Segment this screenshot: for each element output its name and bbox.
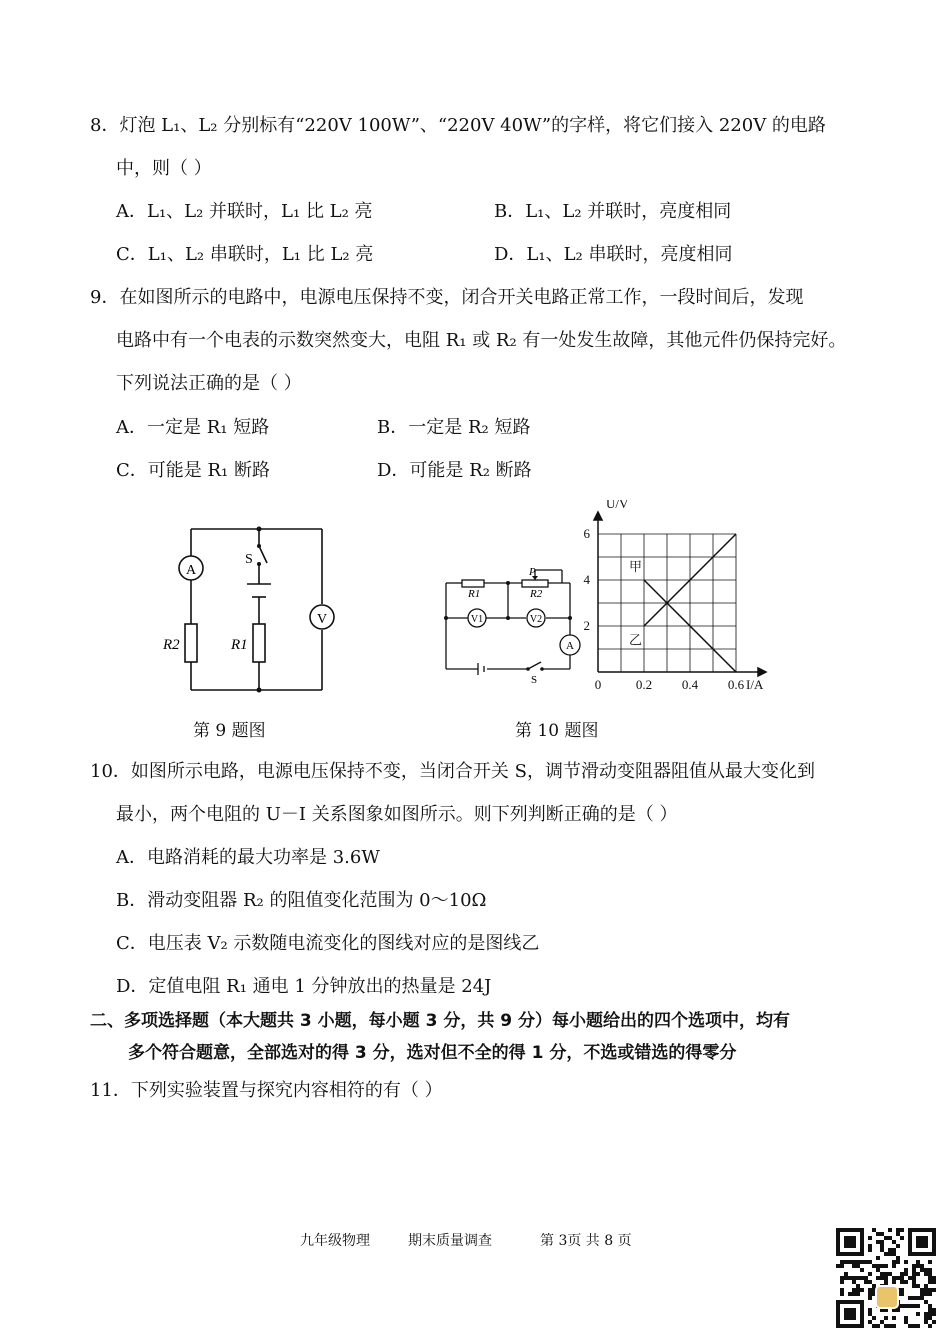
qr-module: [916, 1260, 920, 1264]
fig10-r1-label: R1: [468, 588, 481, 600]
x-tick-label: 0.2: [635, 677, 653, 692]
qr-module: [872, 1316, 876, 1320]
qr-module: [868, 1320, 872, 1324]
qr-module: [908, 1296, 912, 1300]
qr-module: [880, 1240, 884, 1244]
qr-module: [924, 1320, 928, 1324]
qr-module: [928, 1276, 932, 1280]
qr-module: [852, 1292, 856, 1296]
qr-module: [928, 1312, 932, 1316]
q8-option-d: D．L₁、L₂ 串联时，亮度相同: [494, 244, 733, 265]
qr-module: [840, 1292, 844, 1296]
qr-module: [932, 1320, 936, 1324]
qr-module: [876, 1268, 880, 1272]
qr-module: [868, 1280, 872, 1284]
qr-module: [888, 1236, 892, 1240]
qr-module: [892, 1248, 896, 1252]
qr-module: [912, 1276, 916, 1280]
fig10-r2-label: R2: [530, 588, 543, 600]
qr-module: [912, 1280, 916, 1284]
q8-stem-line2: 中，则（ ）: [116, 158, 212, 179]
qr-module: [916, 1304, 920, 1308]
qr-module: [848, 1260, 852, 1264]
q10-option-a: A．电路消耗的最大功率是 3.6W: [116, 847, 380, 868]
qr-module: [916, 1272, 920, 1276]
q9-option-b: B．一定是 R₂ 短路: [377, 417, 531, 438]
fig9-r2-label: R2: [163, 637, 180, 653]
qr-finder-pattern: [844, 1236, 856, 1248]
qr-module: [872, 1284, 876, 1288]
qr-module: [912, 1304, 916, 1308]
qr-module: [912, 1296, 916, 1300]
fig9-voltmeter-label: V: [316, 612, 328, 627]
qr-module: [840, 1280, 844, 1284]
figure10-ui-chart: [576, 500, 776, 696]
x-axis-label: I/A: [746, 677, 764, 692]
footer-page: 第 3页 共 8 页: [540, 1233, 632, 1249]
fig9-switch-label: S: [245, 552, 253, 567]
qr-module: [852, 1280, 856, 1284]
qr-module: [868, 1312, 872, 1316]
figure9-caption: 第 9 题图: [193, 721, 266, 741]
qr-module: [896, 1260, 900, 1264]
qr-module: [868, 1296, 872, 1300]
qr-module: [900, 1292, 904, 1296]
qr-module: [844, 1260, 848, 1264]
qr-module: [860, 1288, 864, 1292]
x-tick-label: 0.4: [681, 677, 699, 692]
qr-module: [912, 1264, 916, 1268]
qr-module: [912, 1268, 916, 1272]
qr-module: [884, 1264, 888, 1268]
qr-module: [836, 1264, 840, 1268]
qr-module: [928, 1272, 932, 1276]
qr-module: [896, 1232, 900, 1236]
qr-module: [924, 1268, 928, 1272]
qr-module: [888, 1228, 892, 1232]
q8-option-c: C．L₁、L₂ 串联时，L₁ 比 L₂ 亮: [116, 244, 374, 265]
qr-module: [920, 1268, 924, 1272]
qr-module: [868, 1288, 872, 1292]
qr-module: [928, 1324, 932, 1328]
qr-module: [856, 1260, 860, 1264]
qr-module: [920, 1288, 924, 1292]
qr-module: [864, 1276, 868, 1280]
qr-module: [924, 1316, 928, 1320]
qr-module: [868, 1260, 872, 1264]
qr-module: [916, 1264, 920, 1268]
qr-module: [900, 1236, 904, 1240]
qr-module: [924, 1272, 928, 1276]
fig10-v1-label: V1: [470, 614, 484, 625]
qr-module: [872, 1264, 876, 1268]
q11-stem: 11．下列实验装置与探究内容相符的有（ ）: [90, 1080, 443, 1101]
q9-option-d: D．可能是 R₂ 断路: [377, 460, 532, 481]
qr-module: [856, 1284, 860, 1288]
qr-module: [908, 1324, 912, 1328]
qr-module: [928, 1288, 932, 1292]
qr-module: [876, 1276, 880, 1280]
qr-module: [904, 1316, 908, 1320]
qr-module: [860, 1276, 864, 1280]
qr-module: [884, 1236, 888, 1240]
qr-module: [864, 1260, 868, 1264]
qr-module: [852, 1288, 856, 1292]
qr-module: [892, 1264, 896, 1268]
qr-module: [904, 1272, 908, 1276]
qr-module: [888, 1248, 892, 1252]
qr-module: [932, 1312, 936, 1316]
footer-exam: 期末质量调查: [408, 1233, 492, 1249]
fig10-ammeter-label: A: [566, 640, 574, 652]
qr-module: [896, 1228, 900, 1232]
qr-module: [928, 1280, 932, 1284]
q8-stem-line1: 8．灯泡 L₁、L₂ 分别标有“220V 100W”、“220V 40W”的字样，将它们接入 220V 的电路: [90, 115, 826, 136]
qr-module: [856, 1264, 860, 1268]
qr-module: [880, 1264, 884, 1268]
qr-module: [908, 1304, 912, 1308]
qr-module: [880, 1244, 884, 1248]
qr-module: [868, 1248, 872, 1252]
y-axis-arrow: [594, 512, 602, 520]
qr-module: [900, 1228, 904, 1232]
qr-module: [932, 1308, 936, 1312]
qr-module: [924, 1312, 928, 1316]
qr-module: [928, 1308, 932, 1312]
qr-module: [848, 1276, 852, 1280]
qr-module: [856, 1288, 860, 1292]
qr-module: [908, 1276, 912, 1280]
qr-module: [840, 1264, 844, 1268]
q10-option-c: C．电压表 V₂ 示数随电流变化的图线对应的是图线乙: [116, 933, 540, 954]
qr-module: [872, 1324, 876, 1328]
qr-module: [892, 1276, 896, 1280]
qr-module: [872, 1228, 876, 1232]
qr-module: [888, 1272, 892, 1276]
qr-module: [928, 1292, 932, 1296]
qr-module: [900, 1288, 904, 1292]
qr-module: [884, 1280, 888, 1284]
qr-module: [868, 1244, 872, 1248]
q10-option-b: B．滑动变阻器 R₂ 的阻值变化范围为 0～10Ω: [116, 890, 487, 911]
qr-module: [892, 1324, 896, 1328]
figure10-circuit: [438, 560, 588, 690]
qr-module: [880, 1276, 884, 1280]
series-label-jia: 甲: [629, 558, 643, 574]
qr-module: [916, 1324, 920, 1328]
qr-module: [864, 1280, 868, 1284]
qr-module: [896, 1276, 900, 1280]
qr-module: [932, 1276, 936, 1280]
qr-module: [876, 1232, 880, 1236]
qr-module: [868, 1308, 872, 1312]
q10-stem-line1: 10．如图所示电路，电源电压保持不变，当闭合开关 S，调节滑动变阻器阻值从最大变化到: [90, 761, 815, 782]
qr-module: [916, 1296, 920, 1300]
qr-module: [912, 1324, 916, 1328]
qr-module: [880, 1272, 884, 1276]
qr-module: [848, 1292, 852, 1296]
q8-option-a: A．L₁、L₂ 并联时，L₁ 比 L₂ 亮: [116, 201, 373, 222]
qr-module: [900, 1272, 904, 1276]
qr-module: [880, 1232, 884, 1236]
qr-module: [868, 1272, 872, 1276]
fig9-r1-label: R1: [231, 637, 248, 653]
qr-module: [928, 1268, 932, 1272]
y-tick-label: 2: [583, 618, 590, 633]
qr-module: [892, 1240, 896, 1244]
qr-module: [868, 1292, 872, 1296]
qr-logo: [876, 1286, 898, 1308]
y-tick-label: 4: [583, 572, 590, 587]
qr-module: [884, 1316, 888, 1320]
qr-module: [904, 1320, 908, 1324]
qr-module: [920, 1292, 924, 1296]
qr-module: [896, 1256, 900, 1260]
q9-option-a: A．一定是 R₁ 短路: [116, 417, 270, 438]
qr-module: [916, 1284, 920, 1288]
qr-module: [920, 1264, 924, 1268]
qr-module: [840, 1276, 844, 1280]
q9-stem-line3: 下列说法正确的是（ ）: [116, 373, 302, 394]
q10-option-d: D．定值电阻 R₁ 通电 1 分钟放出的热量是 24J: [116, 976, 492, 997]
qr-module: [856, 1276, 860, 1280]
qr-module: [868, 1236, 872, 1240]
qr-module: [844, 1276, 848, 1280]
qr-module: [860, 1260, 864, 1264]
qr-module: [888, 1324, 892, 1328]
qr-module: [876, 1264, 880, 1268]
series-label-yi: 乙: [629, 632, 643, 648]
qr-module: [924, 1284, 928, 1288]
qr-module: [920, 1296, 924, 1300]
qr-module: [860, 1268, 864, 1272]
qr-finder-pattern: [916, 1236, 928, 1248]
qr-module: [892, 1252, 896, 1256]
qr-module: [900, 1280, 904, 1284]
qr-module: [856, 1292, 860, 1296]
qr-module: [896, 1244, 900, 1248]
figure10-caption: 第 10 题图: [515, 721, 599, 741]
qr-module: [928, 1304, 932, 1308]
x-axis-arrow: [758, 668, 766, 676]
q9-option-c: C．可能是 R₁ 断路: [116, 460, 270, 481]
figure9-circuit: [155, 518, 355, 698]
qr-code: [836, 1228, 938, 1330]
qr-module: [840, 1260, 844, 1264]
qr-module: [876, 1256, 880, 1260]
qr-module: [876, 1324, 880, 1328]
q9-stem-line1: 9．在如图所示的电路中，电源电压保持不变，闭合开关电路正常工作，一段时间后，发现: [90, 287, 804, 308]
qr-module: [924, 1288, 928, 1292]
qr-module: [840, 1288, 844, 1292]
qr-module: [852, 1260, 856, 1264]
fig10-slider-label: P: [529, 566, 536, 578]
q8-option-b: B．L₁、L₂ 并联时，亮度相同: [494, 201, 732, 222]
section2-heading-line2: 多个符合题意，全部选对的得 3 分，选对但不全的得 1 分，不选或错选的得零分: [128, 1043, 737, 1063]
y-axis-label: U/V: [606, 500, 629, 511]
x-tick-label: 0.6: [727, 677, 745, 692]
x-tick-label: 0: [594, 677, 602, 692]
qr-module: [904, 1280, 908, 1284]
qr-module: [932, 1288, 936, 1292]
qr-module: [880, 1320, 884, 1324]
qr-module: [900, 1276, 904, 1280]
qr-module: [876, 1240, 880, 1244]
qr-module: [904, 1260, 908, 1264]
qr-module: [884, 1272, 888, 1276]
qr-module: [916, 1312, 920, 1316]
fig10-switch-label: S: [531, 674, 538, 686]
fig9-ammeter-label: A: [185, 563, 197, 578]
qr-module: [892, 1260, 896, 1264]
qr-module: [884, 1324, 888, 1328]
qr-finder-pattern: [844, 1308, 856, 1320]
y-tick-label: 6: [583, 526, 590, 541]
q10-stem-line2: 最小，两个电阻的 U－I 关系图象如图所示。则下列判断正确的是（ ）: [116, 804, 678, 825]
qr-module: [884, 1252, 888, 1256]
qr-module: [888, 1252, 892, 1256]
qr-module: [852, 1264, 856, 1268]
qr-module: [924, 1292, 928, 1296]
qr-module: [932, 1280, 936, 1284]
qr-module: [892, 1316, 896, 1320]
footer-subject: 九年级物理: [300, 1233, 370, 1249]
qr-module: [928, 1316, 932, 1320]
qr-module: [844, 1272, 848, 1276]
qr-module: [892, 1280, 896, 1284]
qr-module: [912, 1272, 916, 1276]
qr-module: [912, 1284, 916, 1288]
section2-heading-line1: 二、多项选择题（本大题共 3 小题，每小题 3 分，共 9 分）每小题给出的四个选项中，均有: [90, 1011, 790, 1031]
qr-module: [880, 1248, 884, 1252]
fig10-v2-label: V2: [529, 614, 543, 625]
qr-module: [924, 1300, 928, 1304]
qr-module: [904, 1268, 908, 1272]
qr-module: [852, 1276, 856, 1280]
q9-stem-line2: 电路中有一个电表的示数突然变大，电阻 R₁ 或 R₂ 有一处发生故障，其他元件仍保持完好。: [116, 330, 847, 351]
qr-module: [928, 1260, 932, 1264]
qr-module: [884, 1276, 888, 1280]
qr-module: [896, 1308, 900, 1312]
qr-module: [904, 1304, 908, 1308]
qr-module: [900, 1304, 904, 1308]
